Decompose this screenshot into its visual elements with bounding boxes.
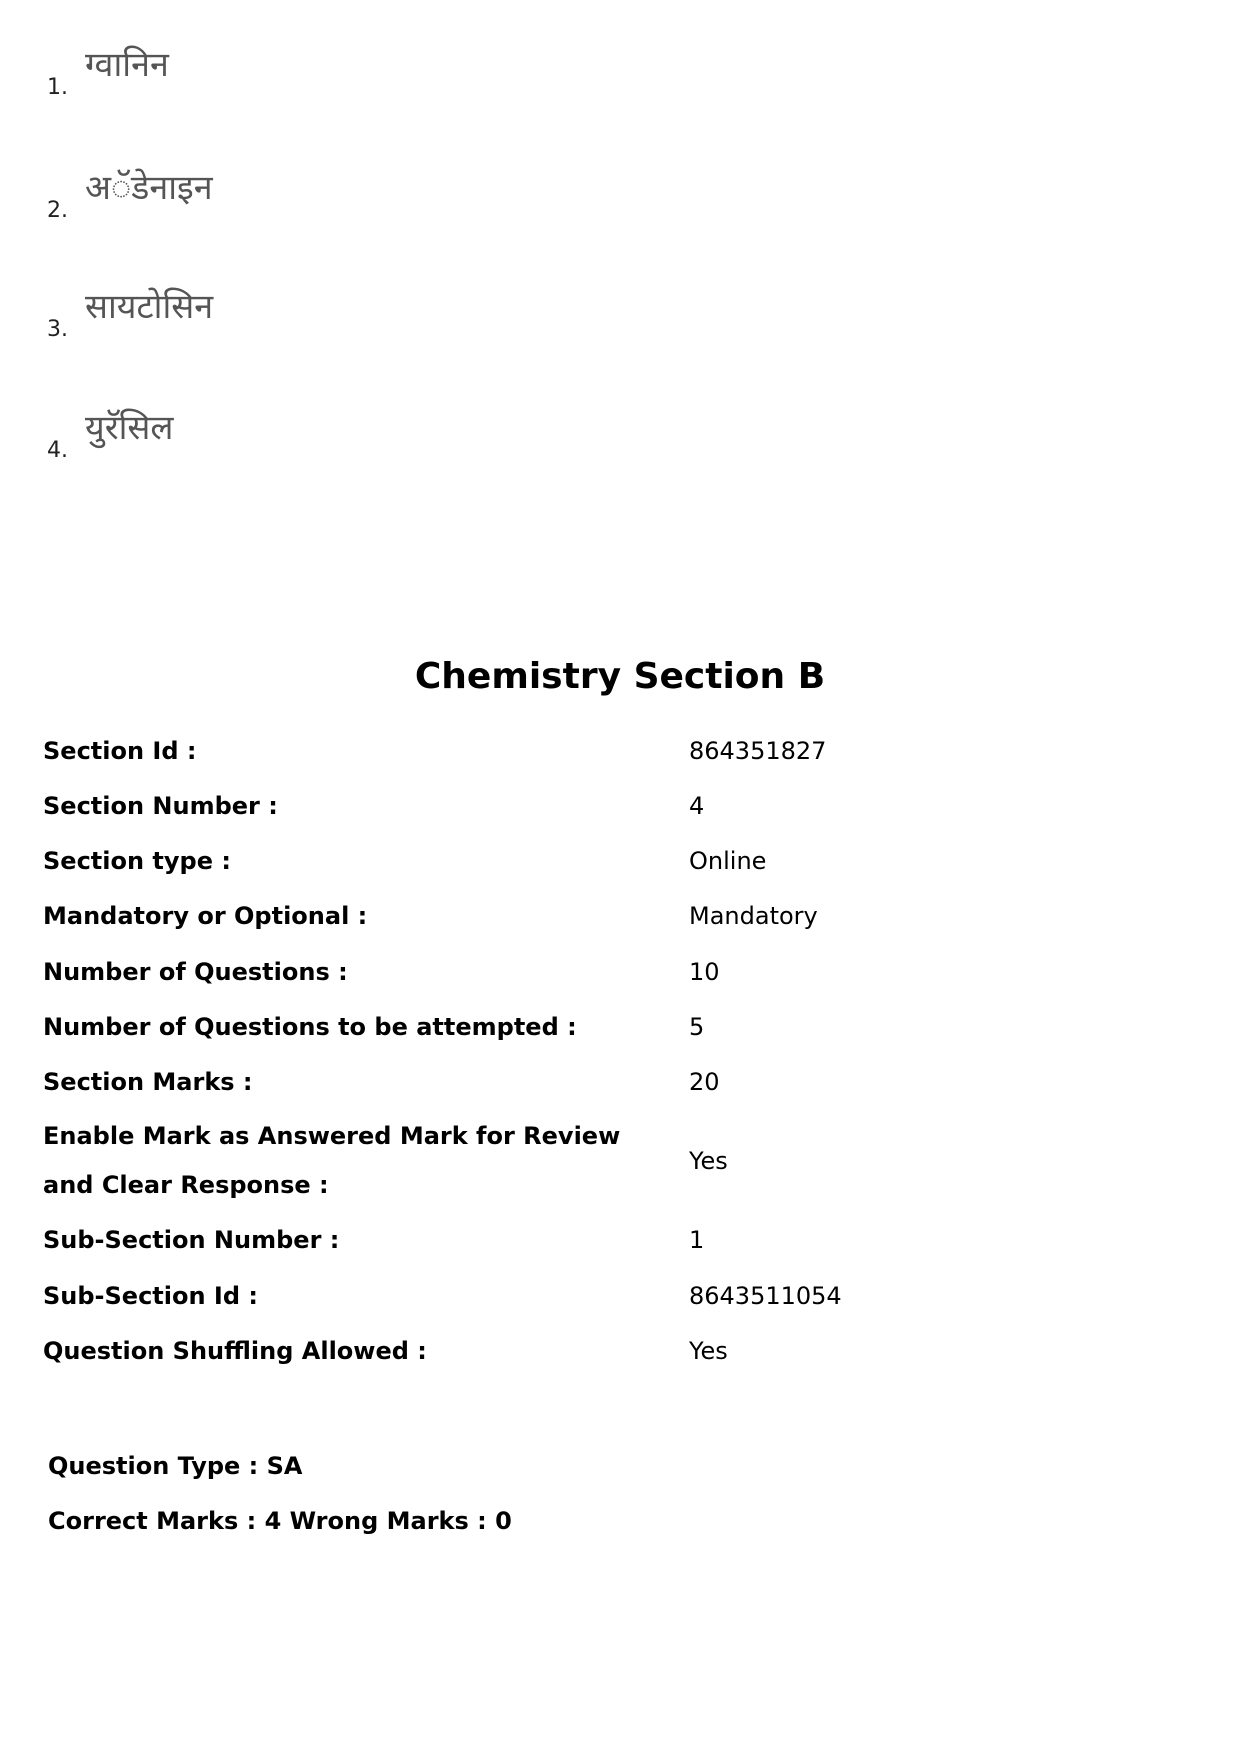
info-label: Number of Questions to be attempted : (43, 1013, 577, 1041)
section-title: Chemistry Section B (414, 656, 826, 697)
option-text: ग्वानिन (85, 45, 169, 85)
info-label: Mandatory or Optional : (43, 902, 368, 930)
option-2 (47, 163, 647, 223)
option-text: अॅडेनाइन (85, 168, 213, 208)
option-text: युरॅसिल (85, 408, 174, 448)
info-label: Number of Questions : (43, 958, 348, 986)
option-1 (47, 40, 647, 100)
option-number: 2. (47, 198, 68, 223)
info-label: Section Id : (43, 737, 197, 765)
info-label: Enable Mark as Answered Mark for Review and Clear Response : (43, 1122, 621, 1199)
info-value: Yes (689, 1147, 728, 1175)
option-3 (47, 282, 647, 342)
info-value: 5 (689, 1013, 705, 1041)
info-value: 1 (689, 1226, 705, 1254)
info-value: Online (689, 847, 767, 875)
info-value: Mandatory (689, 902, 818, 930)
option-number: 3. (47, 317, 68, 342)
question-marks: Correct Marks : 4 Wrong Marks : 0 (48, 1507, 512, 1535)
info-value: 864351827 (689, 737, 827, 765)
info-value: 4 (689, 792, 705, 820)
option-number: 1. (47, 75, 68, 100)
info-label: Sub-Section Number : (43, 1226, 340, 1254)
info-label: Section type : (43, 847, 231, 875)
option-text: सायटोसिन (85, 287, 214, 327)
info-label: Sub-Section Id : (43, 1282, 258, 1310)
info-value: 10 (689, 958, 720, 986)
info-value: 8643511054 (689, 1282, 842, 1310)
info-label: Section Marks : (43, 1068, 253, 1096)
info-value: 20 (689, 1068, 720, 1096)
question-type: Question Type : SA (48, 1452, 303, 1480)
option-4 (47, 403, 647, 463)
info-label: Section Number : (43, 792, 278, 820)
info-label: Question Shuffling Allowed : (43, 1337, 427, 1365)
info-value: Yes (689, 1337, 728, 1365)
option-number: 4. (47, 438, 68, 463)
